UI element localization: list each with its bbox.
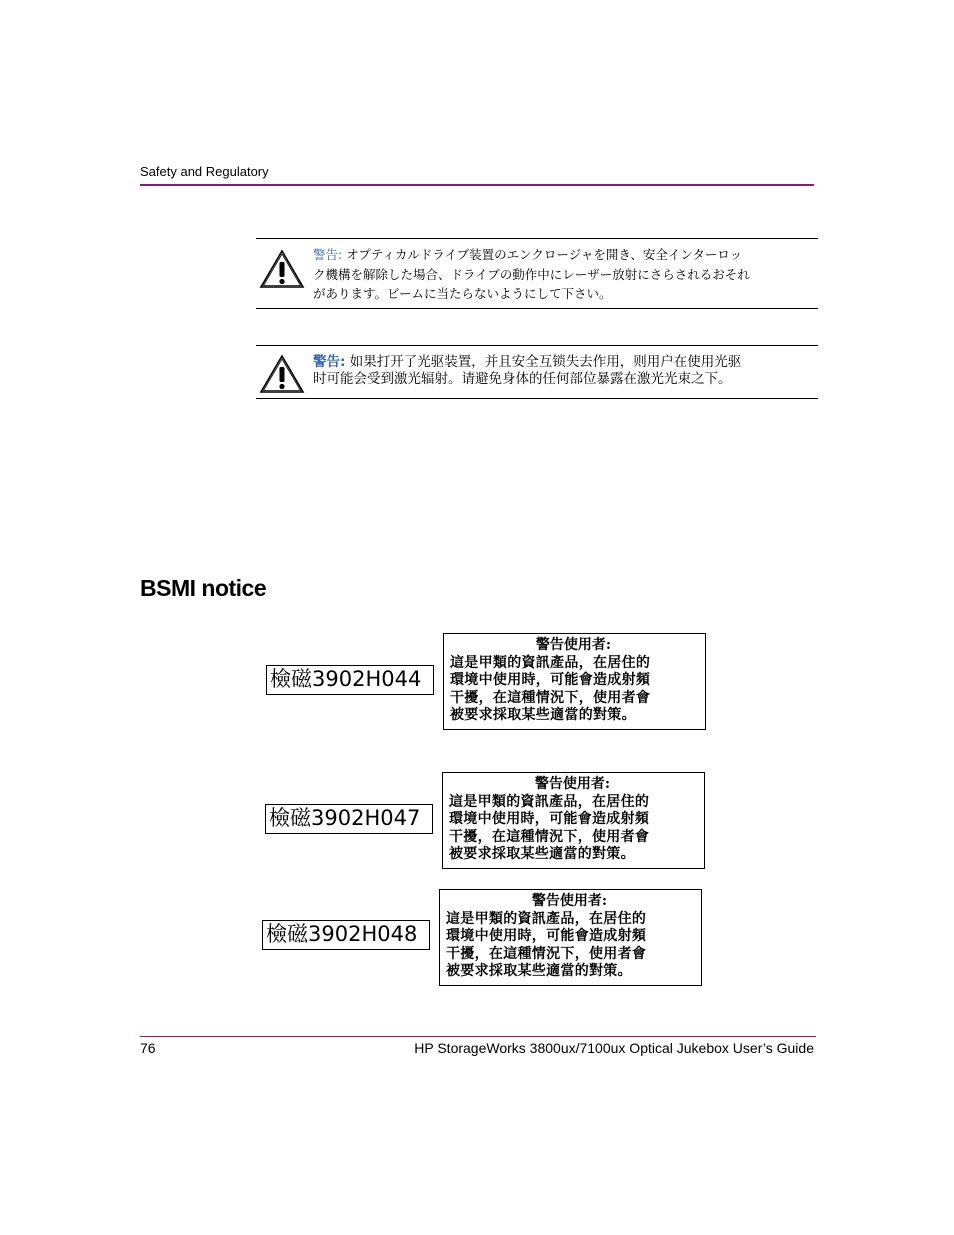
bsmi-stamp: 檢磁3902H048 [262,920,430,950]
page-number: 76 [140,1040,156,1056]
footer-rule [140,1036,816,1037]
notice-title: 警告使用者: [534,776,611,792]
warning-triangle-icon [259,354,305,398]
warning-line: 如果打开了光驱装置，并且安全互锁失去作用，则用户在使用光驱 [349,354,742,370]
warning-line: オプティカルドライブ装置のエンクロージャを開き、安全インターロッ [346,247,743,262]
warning-label: 警告: [313,247,343,262]
bsmi-notice [439,889,702,986]
notice-line: 被要求採取某些適當的對策。 [449,846,635,862]
warning-line: があります。ビームに当たらないようにして下さい。 [313,286,612,301]
notice-line: 環境中使用時，可能會造成射頻 [449,811,650,827]
warning-japanese [256,238,818,309]
notice-title: 警告使用者: [531,893,608,909]
notice-line: 環境中使用時，可能會造成射頻 [450,672,651,688]
notice-line: 干擾，在這種情況下，使用者會 [449,828,650,845]
bsmi-notice [442,772,705,869]
notice-line: 干擾，在這種情況下，使用者會 [450,689,651,706]
warning-chinese [256,345,818,399]
warning-line: ク機構を解除した場合、ドライブの動作中にレーザー放射にさらされるおそれ [313,266,750,282]
bsmi-stamp: 檢磁3902H047 [265,804,433,834]
warning-text [313,245,818,304]
notice-line: 這是甲類的資訊產品，在居住的 [449,793,650,810]
warning-label: 警告: [313,354,346,370]
notice-title: 警告使用者: [535,637,612,653]
notice-line: 這是甲類的資訊產品，在居住的 [446,910,647,927]
notice-line: 被要求採取某些適當的對策。 [450,707,636,723]
guide-title: HP StorageWorks 3800ux/7100ux Optical Jukebox User’s Guide [414,1040,814,1056]
header-rule [140,184,814,186]
bsmi-notice [443,633,706,730]
notice-line: 干擾，在這種情況下，使用者會 [446,945,647,962]
warning-text [313,354,818,388]
notice-line: 環境中使用時，可能會造成射頻 [446,928,647,944]
notice-line: 這是甲類的資訊產品，在居住的 [450,654,651,671]
section-title: BSMI notice [140,575,267,601]
bsmi-stamp: 檢磁3902H044 [266,665,434,695]
running-header: Safety and Regulatory [140,164,269,179]
warning-line: 时可能会受到激光辐射。请避免身体的任何部位暴露在激光光束之下。 [313,371,732,387]
warning-triangle-icon [259,249,305,293]
notice-line: 被要求採取某些適當的對策。 [446,963,632,979]
